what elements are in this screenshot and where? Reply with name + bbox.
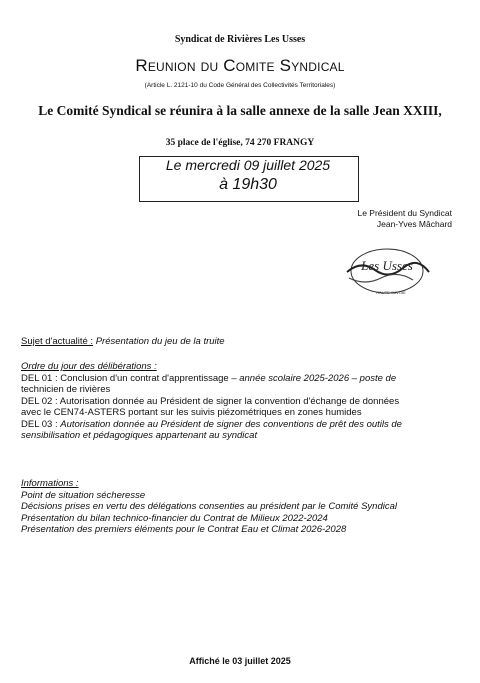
organization-name: Syndicat de Rivières Les Usses <box>174 34 306 45</box>
meeting-time: à 19h30 <box>219 176 277 193</box>
venue-address: 35 place de l'église, 74 270 FRANGY <box>165 138 315 148</box>
venue-text: Le Comité Syndical se réunira à la salle annexe de la salle Jean XXIII, <box>38 103 442 118</box>
page-title: Reunion du Comite Syndical <box>135 56 345 75</box>
syndicate-stamp-logo <box>341 242 433 300</box>
agenda-item: DEL 03 : Autorisation donnée au Président de signer des conventions de prêt des outils de <box>21 418 402 430</box>
agenda-item: DEL 01 : Conclusion d'un contrat d'apprentissage – année scolaire 2025-2026 – poste de <box>21 372 397 384</box>
info-item: Présentation du bilan technico-financier du Contrat de Milieux 2022-2024 <box>21 512 328 524</box>
topic-section <box>21 336 461 348</box>
svg-text:HAUTE-SAVOIE: HAUTE-SAVOIE <box>376 290 406 295</box>
topic-value: Présentation du jeu de la truite <box>95 336 225 347</box>
agenda-item-continuation: technicien de rivières <box>21 384 111 395</box>
agenda-heading: Ordre du jour des délibérations : <box>21 361 157 372</box>
info-item: Point de situation sécheresse <box>21 489 146 501</box>
president-signature-block <box>357 208 452 230</box>
informations-heading: Informations : <box>21 478 79 489</box>
agenda-item: DEL 02 : Autorisation donnée au Président de signer la convention d'échange de données <box>21 395 400 407</box>
informations-section <box>21 478 461 536</box>
meeting-date: Le mercredi 09 juillet 2025 <box>165 157 331 173</box>
info-item: Décisions prises en vertu des délégations consenties au président par le Comité Syndical <box>21 501 397 512</box>
posted-date: Affiché le 03 juillet 2025 <box>189 656 291 666</box>
agenda-item-continuation: sensibilisation et pédagogiques appartenant au syndicat <box>21 430 258 441</box>
president-name: Jean-Yves Mâchard <box>376 219 452 229</box>
president-role: Le Président du Syndicat <box>357 208 452 218</box>
info-item: Présentation des premiers éléments pour le Contrat Eau et Climat 2026-2028 <box>21 524 347 535</box>
agenda-item-continuation: avec le CEN74-ASTERS portant sur les suivis piézométriques en zones humides <box>21 407 362 418</box>
svg-text:Les Usses: Les Usses <box>361 258 413 273</box>
agenda-section <box>21 361 461 442</box>
article-reference: (Article L. 2121-10 du Code Général des Collectivités Territoriales) <box>144 82 336 89</box>
topic-label: Sujet d'actualité : <box>21 336 94 347</box>
